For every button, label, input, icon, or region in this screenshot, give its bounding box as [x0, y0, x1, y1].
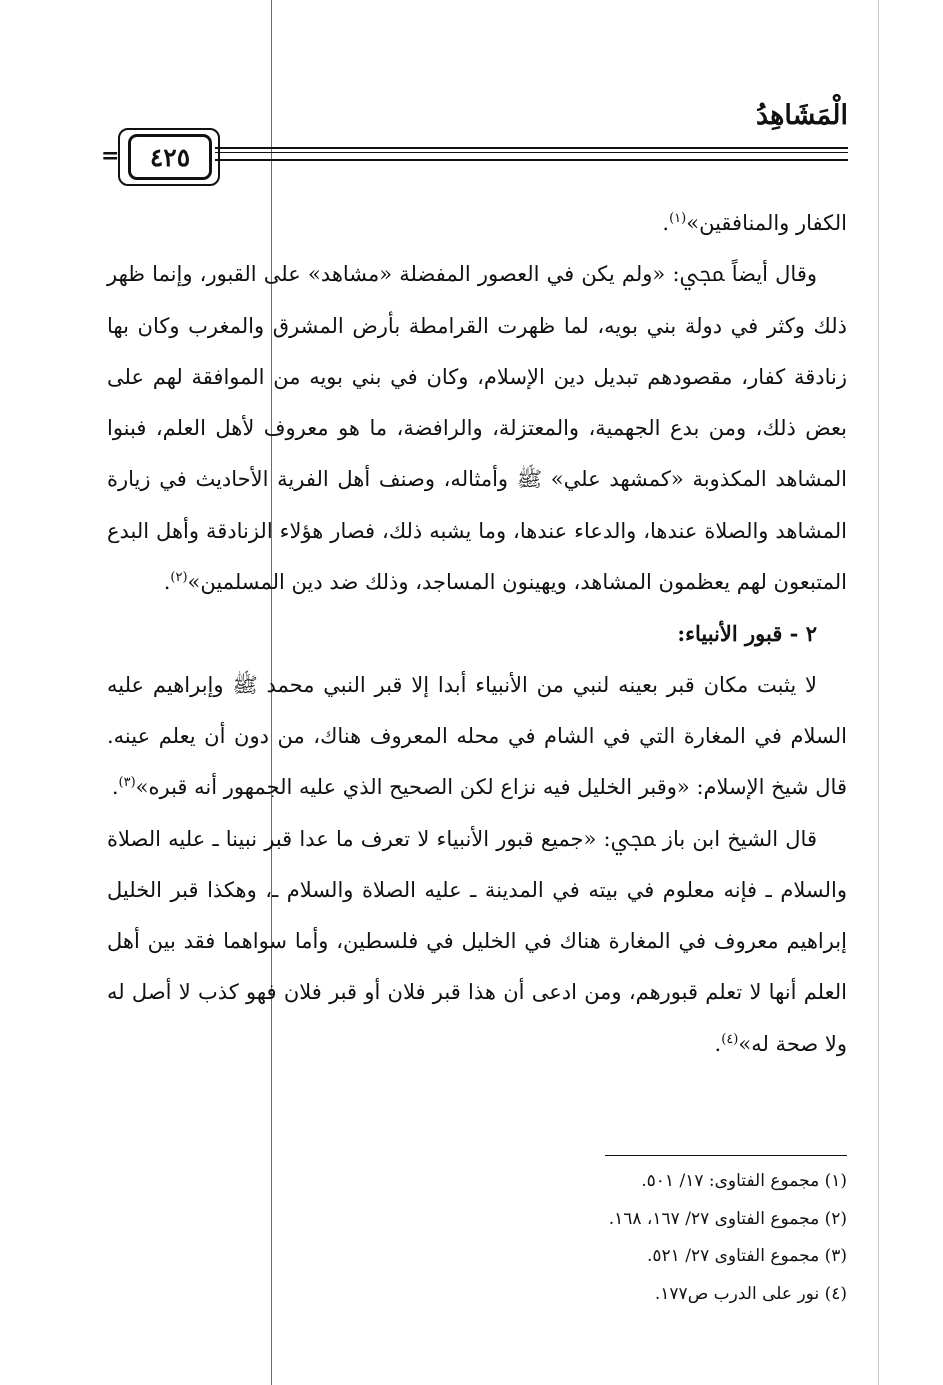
period: .	[714, 1031, 722, 1056]
footnote-separator	[605, 1155, 847, 1156]
paragraph-text: الكفار والمنافقين»	[686, 211, 847, 235]
footnote-ref-1: (١)	[669, 211, 687, 226]
footnote-2: (٢) مجموع الفتاوى ٢٧/ ١٦٧، ١٦٨.	[608, 1208, 847, 1229]
main-text	[107, 198, 847, 1070]
footnote-3: (٣) مجموع الفتاوى ٢٧/ ٥٢١.	[646, 1246, 847, 1266]
paragraph-text: قال الشيخ ابن باز ﷀ: «جميع قبور الأنبياء لا تعرف ما عدا قبر نبينا ـ عليه الصلاة والسلام ـ فإنه معلوم في بيته في المدينة ـ عليه الصلاة والسلام ـ، وهكذا قبر الخليل إبراهيم معروف في المغارة هناك في الخليل في فلسطين، وأما سواهما فقد بين أهل العلم أنها لا تعلم قبورهم، ومن ادعى أن هذا قبر فلان أو قبر فلان فهو كذب لا أصل له ولا صحة له»	[107, 826, 847, 1056]
period: .	[163, 570, 171, 595]
running-header-title: الْمَشَاهِدُ	[755, 100, 848, 131]
paragraph-3	[107, 660, 847, 814]
footnote-ref-3: (٣)	[118, 775, 136, 791]
footnote-ref-4: (٤)	[721, 1031, 739, 1047]
footnote-ref-2: (٢)	[170, 570, 188, 586]
scan-artifact-line-faint	[878, 0, 879, 1385]
header-double-rule	[215, 147, 848, 161]
paragraph-text: وقال أيضاً ﷀ: «ولم يكن في العصور المفضلة «مشاهد» على القبور، وإنما ظهر ذلك وكثر في دولة بني بويه، لما ظهرت القرامطة بأرض المشرق والمغرب وكان بها زنادقة كفار، مقصودهم تبديل دين الإسلام، وكان في بني بويه من الموافقة لهم على بعض ذلك، ومن بدع الجهمية، والمعتزلة، والرافضة، ما هو معروف لأهل العلم، فبنوا المشاهد المكذوبة «كمشهد علي» ﷺ وأمثاله، وصنف أهل الفرية الأحاديث في زيارة المشاهد والصلاة عندها، والدعاء عندها، وما يشبه ذلك، فصار هؤلاء الزنادقة وأهل البدع المتبعون لهم يعظمون المشاهد، ويهينون المساجد، وذلك ضد دين المسلمين»	[107, 262, 847, 595]
footnote-1: (١) مجموع الفتاوى: ١٧/ ٥٠١.	[641, 1171, 847, 1191]
paragraph-text: لا يثبت مكان قبر بعينه لنبي من الأنبياء أبدا إلا قبر النبي محمد ﷺ وإبراهيم عليه السلام في المغارة التي في الشام في محله المعروف هناك، من دون أن يعلم عينه. قال شيخ الإسلام: «وقبر الخليل فيه نزاع لكن الصحيح الذي عليه الجمهور أنه قبره»	[107, 672, 847, 800]
footnote-4: (٤) نور على الدرب ص١٧٧.	[654, 1283, 847, 1304]
page-number: ٤٢٥	[128, 134, 212, 180]
page-number-mark: =	[101, 143, 120, 169]
period: .	[662, 211, 670, 235]
paragraph-4	[107, 814, 847, 1070]
section-heading: ٢ - قبور الأنبياء:	[677, 621, 817, 647]
paragraph-1	[107, 198, 847, 249]
footnotes	[447, 1163, 847, 1313]
paragraph-2	[107, 249, 847, 608]
header-rule-inner	[215, 152, 848, 153]
period: .	[111, 775, 119, 800]
